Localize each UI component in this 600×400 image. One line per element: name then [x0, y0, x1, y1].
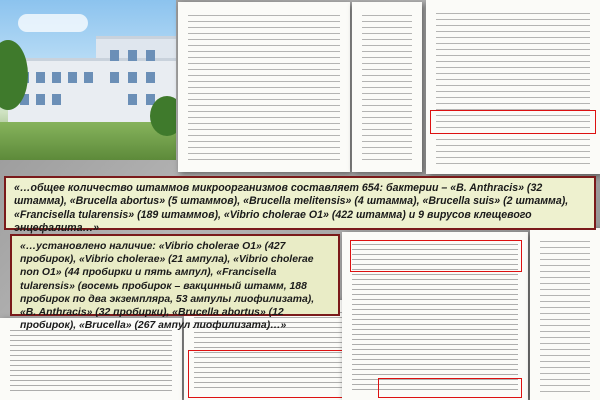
building-window	[146, 50, 155, 61]
quote-banner-inventory: «…установлено наличие: «Vibrio cholerae O1» (427 пробирок), «Vibrio cholerae» (21 ампула), «Vibrio cholerae non O1» (44 пробирки и пять ампул), «Francisella tularensis» (восемь пробирок – вакцинный штамм, 188 пробирок по два экземпляра, 53 ампулы лиофилизата), «B. Anthracis» (32 пробирки), «Brucella abortus» (12 пробирок), «Brucellа» (267 ампул лиофилизата)…»	[10, 234, 340, 316]
building-window	[68, 72, 77, 83]
tree	[150, 96, 176, 136]
building-window	[110, 50, 119, 61]
quote-banner-strain-count: «…общее количество штаммов микроорганизмов составляет 654: бактерии – «B. Anthracis» (32 штамма), «Brucella abortus» (5 штаммов), «Brucella melitensis» (4 штамма), «Brucella suis» (2 штамма), «Francisella tularensis» (189 штаммов), «Vibrio cholerae O1» (422 штамма) и 9 вирусов клещевого энцефалита…»	[4, 176, 596, 230]
document-page	[342, 232, 528, 400]
building-window	[52, 72, 61, 83]
building-photo	[0, 0, 176, 160]
highlight-box	[430, 110, 596, 134]
building-window	[146, 72, 155, 83]
building-window	[128, 50, 137, 61]
building-window	[84, 72, 93, 83]
document-page	[530, 228, 600, 400]
page-text	[188, 12, 340, 164]
lawn	[0, 122, 176, 160]
highlight-box	[378, 378, 522, 398]
highlight-box	[350, 240, 522, 272]
building-window	[128, 72, 137, 83]
highlight-box	[188, 350, 358, 398]
page-text	[436, 10, 590, 166]
building-window	[52, 94, 61, 105]
document-page	[178, 2, 350, 172]
document-page	[426, 0, 600, 174]
building-window	[36, 94, 45, 105]
building-window	[110, 72, 119, 83]
page-text	[362, 12, 412, 164]
cloud	[18, 14, 88, 32]
building-window	[128, 94, 137, 105]
page-text	[10, 328, 172, 392]
building-window	[36, 72, 45, 83]
page-text	[540, 238, 590, 392]
document-page	[352, 2, 422, 172]
